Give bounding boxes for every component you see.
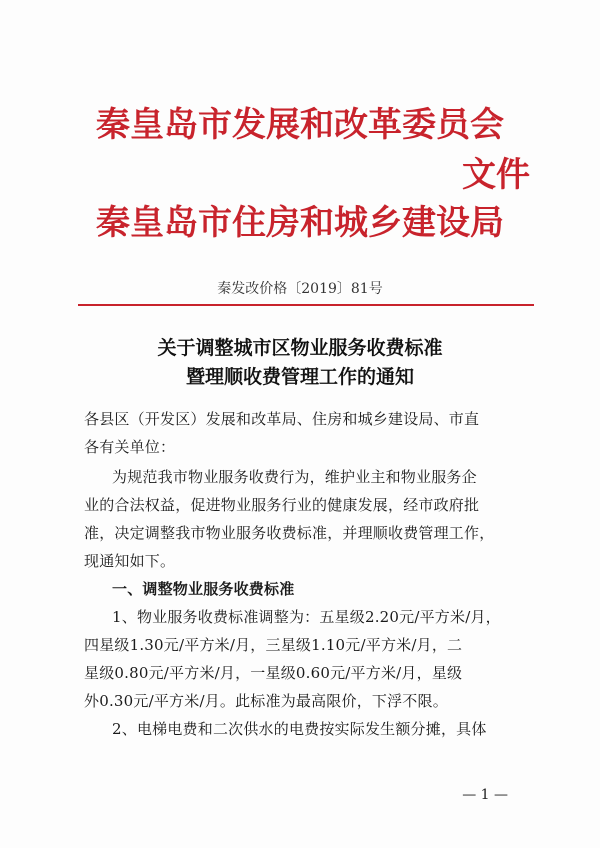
- recipients-line-2: 各有关单位：: [84, 438, 176, 456]
- intro-line-1: 为规范我市物业服务收费行为，维护业主和物业服务企: [112, 468, 477, 486]
- item-1-line-4: 外0.30元/平方米/月。此标准为最高限价，下浮不限。: [84, 692, 448, 710]
- item-1-line-1: 1、物业服务收费标准调整为：五星级2.20元/平方米/月，: [112, 608, 501, 626]
- intro-line-4: 现通知如下。: [84, 552, 176, 570]
- intro-line-3: 准，决定调整我市物业服务收费标准，并理顺收费管理工作，: [84, 524, 495, 542]
- item-1-line-3: 星级0.80元/平方米/月，一星级0.60元/平方米/月，星级: [84, 664, 463, 682]
- document-number: 秦发改价格〔2019〕81号: [217, 281, 383, 297]
- item-2-line-1: 2、电梯电费和二次供水的电费按实际发生额分摊，具体: [112, 720, 487, 738]
- document-title-line-2: 暨理顺收费管理工作的通知: [185, 366, 414, 388]
- recipients-line-1: 各县区（开发区）发展和改革局、住房和城乡建设局、市直: [84, 410, 480, 428]
- red-separator-rule: [78, 304, 534, 306]
- intro-line-2: 业的合法权益，促进物业服务行业的健康发展，经市政府批: [84, 496, 480, 514]
- item-1-line-2: 四星级1.30元/平方米/月，三星级1.10元/平方米/月，二: [84, 636, 463, 654]
- document-label: 文件: [462, 155, 530, 195]
- page-number: — 1 —: [462, 787, 508, 803]
- section-1-heading: 一、调整物业服务收费标准: [112, 580, 295, 598]
- issuing-org-1: 秦皇岛市发展和改革委员会: [96, 105, 504, 145]
- document-title-line-1: 关于调整城市区物业服务收费标准: [157, 337, 443, 359]
- issuing-org-2: 秦皇岛市住房和城乡建设局: [96, 203, 504, 243]
